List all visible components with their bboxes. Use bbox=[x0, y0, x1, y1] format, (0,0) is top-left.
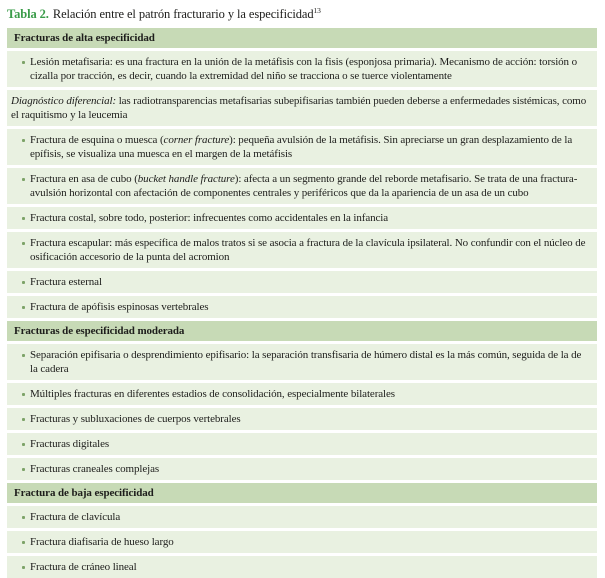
row-text: Fractura escapular: más específica de malos tratos si se asocia a fractura de la clavícula ipsilateral. No confundir con el núcleo de osificación accesorio de la punta del acromion bbox=[30, 237, 586, 263]
row-text: Fractura de clavícula bbox=[30, 511, 121, 523]
bullet-icon bbox=[22, 566, 25, 569]
table-row bbox=[7, 232, 597, 268]
row-text: Fractura de cráneo lineal bbox=[30, 561, 137, 573]
table-row bbox=[7, 296, 597, 318]
table-row bbox=[7, 556, 597, 578]
bullet-icon bbox=[22, 468, 25, 471]
table-row bbox=[7, 433, 597, 455]
row-text: Fractura de esquina o muesca (corner fracture): pequeña avulsión de la metáfisis. Sin apreciarse un gran desplazamiento de la epífisis, se visualiza una muesca en el margen de la metáfisis bbox=[30, 134, 573, 160]
table-title-text: Relación entre el patrón fracturario y la especificidad bbox=[52, 7, 314, 21]
bullet-icon bbox=[22, 541, 25, 544]
row-text: Múltiples fracturas en diferentes estadios de consolidación, especialmente bilaterales bbox=[30, 388, 395, 400]
section-header: Fracturas de especificidad moderada bbox=[7, 321, 597, 341]
row-text: Fractura de apófisis espinosas vertebrales bbox=[30, 301, 209, 313]
table-row bbox=[7, 271, 597, 293]
table-row bbox=[7, 383, 597, 405]
row-text: Fracturas digitales bbox=[30, 438, 110, 450]
section-header: Fracturas de alta especificidad bbox=[7, 28, 597, 48]
bullet-icon bbox=[22, 217, 25, 220]
row-text: Fractura costal, sobre todo, posterior: infrecuentes como accidentales en la infancia bbox=[30, 212, 389, 224]
row-text: Fractura diafisaria de hueso largo bbox=[30, 536, 174, 548]
table-row bbox=[7, 458, 597, 480]
table-title bbox=[7, 6, 597, 22]
bullet-icon bbox=[22, 281, 25, 284]
row-text: Diagnóstico diferencial: las radiotransparencias metafisarias subepifisarias también pueden deberse a enfermedades sistémicas, como el raquitismo y la leucemia bbox=[11, 95, 587, 121]
bullet-icon bbox=[22, 443, 25, 446]
row-text: Fracturas craneales complejas bbox=[30, 463, 160, 475]
table-row bbox=[7, 506, 597, 528]
section-header: Fractura de baja especificidad bbox=[7, 483, 597, 503]
bullet-icon bbox=[22, 516, 25, 519]
table-row bbox=[7, 90, 597, 126]
bullet-icon bbox=[22, 242, 25, 245]
table-row bbox=[7, 344, 597, 380]
bullet-icon bbox=[22, 61, 25, 64]
table-row bbox=[7, 51, 597, 87]
table-row bbox=[7, 168, 597, 204]
table-row bbox=[7, 408, 597, 430]
specificity-table bbox=[7, 28, 597, 578]
bullet-icon bbox=[22, 354, 25, 357]
row-text: Lesión metafisaria: es una fractura en la unión de la metáfisis con la fisis (esponjosa primaria). Mecanismo de acción: torsión o cizalla por tracción, es decir, cuando la extremidad del niño se tracciona o se tuerce violentamente bbox=[30, 56, 578, 82]
row-text: Fracturas y subluxaciones de cuerpos vertebrales bbox=[30, 413, 241, 425]
bullet-icon bbox=[22, 178, 25, 181]
table-row bbox=[7, 207, 597, 229]
row-text: Fractura esternal bbox=[30, 276, 102, 288]
bullet-icon bbox=[22, 306, 25, 309]
table-row bbox=[7, 531, 597, 553]
table-title-label: Tabla 2. bbox=[7, 7, 49, 21]
bullet-icon bbox=[22, 139, 25, 142]
table-row bbox=[7, 129, 597, 165]
bullet-icon bbox=[22, 393, 25, 396]
row-text: Fractura en asa de cubo (bucket handle fracture): afecta a un segmento grande del reborde metafisario. Se trata de una fractura-avulsión horizontal con afectación de componentes centrales y periféricos que da la apariencia de un asa de un cubo bbox=[30, 173, 578, 199]
row-text: Separación epifisaria o desprendimiento epifisario: la separación transfisaria de húmero distal es la más común, seguida de la de la cadera bbox=[30, 349, 582, 375]
bullet-icon bbox=[22, 418, 25, 421]
reference-superscript: 13 bbox=[313, 5, 321, 15]
